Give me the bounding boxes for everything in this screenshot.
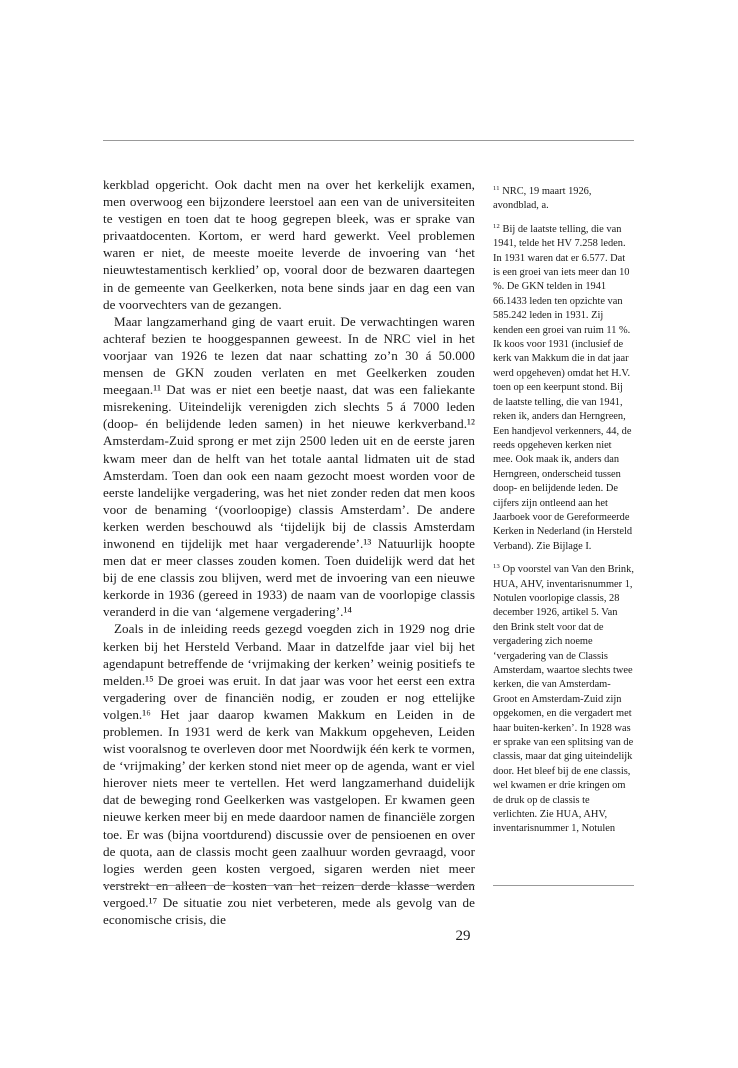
- body-paragraph-2: Maar langzamerhand ging de vaart eruit. De verwachtingen waren achteraf bezien te hooggespannen geweest. In de NRC viel in het voorjaar van 1926 te lezen dat naar schatting zo’n 30 á 50.000 mensen de GKN zouden verlaten en met Geelkerken zouden meegaan.¹¹ Dat was er niet een beetje naast, dat was een faliekante misrekening. Uiteindelijk verenigden zich slechts 5 á 7000 leden (doop- én belijdende leden samen) in het nieuwe kerkverband.¹² Amsterdam-Zuid sprong er met zijn 2500 leden uit en de eerste jaren kwam meer dan de helft van het totale aantal lidmaten uit de stad Amsterdam. Toen dan ook een naam gezocht moest worden voor de eerste landelijke vergadering, was het niet zonder reden dat men koos voor de benaming ‘(voorloopige) classis Amsterdam’. De andere kerken werden beschouwd als ‘tijdelijk bij de classis Amsterdam inwonend en tijdelijk met haar vergaderende’.¹³ Natuurlijk hoopte men dat er meer classes zouden komen. Toen duidelijk werd dat het bij de ene classis zou blijven, werd met de invoering van een nieuwe kerkorde in 1936 (gereed in 1933) de naam van de voorlopige classis veranderd in die van ‘algemene vergadering’.¹⁴: [103, 313, 475, 620]
- footnote-13: [493, 563, 634, 837]
- footnote-number: 13: [493, 563, 500, 571]
- main-text-column: [103, 176, 475, 928]
- footnote-number: 12: [493, 222, 500, 230]
- header-rule: [103, 140, 634, 141]
- body-paragraph-3: Zoals in de inleiding reeds gezegd voegden zich in 1929 nog drie kerken bij het Hersteld Verband. Maar in datzelfde jaar viel bij het agendapunt betreffende de ‘vrijmaking der kerken’ weinig positiefs te melden.¹⁵ De groei was eruit. In dat jaar was voor het eerst een extra vergadering over de financiën nodig, er zouden er nog ettelijke volgen.¹⁶ Het jaar daarop kwamen Makkum en Leiden in de problemen. In 1931 werd de kerk van Makkum opgeheven, Leiden wist vooralsnog te overleven door met Noordwijk één kerk te vormen, de ‘vrijmaking’ der kerken stond niet meer op de agenda, want er viel hierover niets meer te vertellen. Het werd langzamerhand duidelijk dat de beweging rond Geelkerken was vastgelopen. Er kwamen geen nieuwe kerken meer bij en mede daardoor namen de financiële zorgen toe. Er was (bijna voortdurend) discussie over de pensioenen en over de quota, aan de classis mocht geen zaalhuur worden gevraagd, voor logies werden geen kosten vergoed, sigaren werden niet meer verstrekt en alleen de kosten van het reizen derde klasse werden vergoed.¹⁷ De situatie zou niet verbeteren, mede als gevolg van de economische crisis, die: [103, 621, 475, 928]
- footnote-11: [493, 185, 634, 214]
- footnote-text: NRC, 19 maart 1926, avondblad, a.: [493, 186, 592, 212]
- footer-rule-main: [103, 885, 475, 886]
- footnote-text: Op voorstel van Van den Brink, HUA, AHV, inventarisnummer 1, Notulen voorlopige classis, 28 december 1926, artikel 5. Van den Brink stelt voor dat de vergadering zich noeme ‘vergadering van de Classis Amsterdam, waartoe slechts twee kerken, die van Amsterdam-Groot en Amsterdam-Zuid zijn opgekomen, en die vergadert met haar buiten-kerken’. In 1928 was er sprake van een splitsing van de classis, maar dat ging uiteindelijk door. Het bleef bij de ene classis, wel kwamen er drie kringen om de druk op de classis te verlichten. Zie HUA, AHV, inventarisnummer 1, Notulen: [493, 564, 634, 835]
- footer-rule-notes: [493, 885, 634, 886]
- footnote-12: [493, 223, 634, 554]
- body-paragraph-1: kerkblad opgericht. Ook dacht men na over het kerkelijk examen, men overwoog een bijzondere leerstoel aan een van de universiteiten te vestigen en toen dat te hoog gegrepen bleek, was er sprake van privaatdocenten. Kortom, er werd hard gewerkt. Veel problemen waren er niet, de meeste moeite leverde de invoering van ‘het nieuwtestamentisch kerklied’ op, vooral door de bezwaren daartegen in de gemeente van Geelkerken, nota bene sinds jaar en dag een van de voorvechters van de gezangen.: [103, 177, 475, 312]
- footnotes-column: [493, 185, 634, 846]
- footnote-number: 11: [493, 185, 500, 192]
- page-number: 29: [455, 928, 471, 944]
- footnote-text: Bij de laatste telling, die van 1941, telde het HV 7.258 leden. In 1931 waren dat er 6.577. Dat is een groei van iets meer dan 10 %. De GKN telden in 1941 66.1433 leden ten opzichte van 585.242 leden in 1931. Zij kenden een groei van ruim 11 %. Ik koos voor 1931 (inclusief de kerk van Makkum die in dat jaar werd opgeheven) omdat het H.V. toen op een keerpunt stond. Bij de laatste telling, die van 1941, reken ik, anders dan Herngreen, Een handjevol verkenners, 44, de reeds opgeheven kerken niet mee. Ook maak ik, anders dan Herngreen, onderscheid tussen doop- en belijdende leden. De cijfers zijn ontleend aan het Jaarboek voor de Gereformeerde Kerken in Nederland (in Hersteld Verband). Zie Bijlage I.: [493, 223, 633, 552]
